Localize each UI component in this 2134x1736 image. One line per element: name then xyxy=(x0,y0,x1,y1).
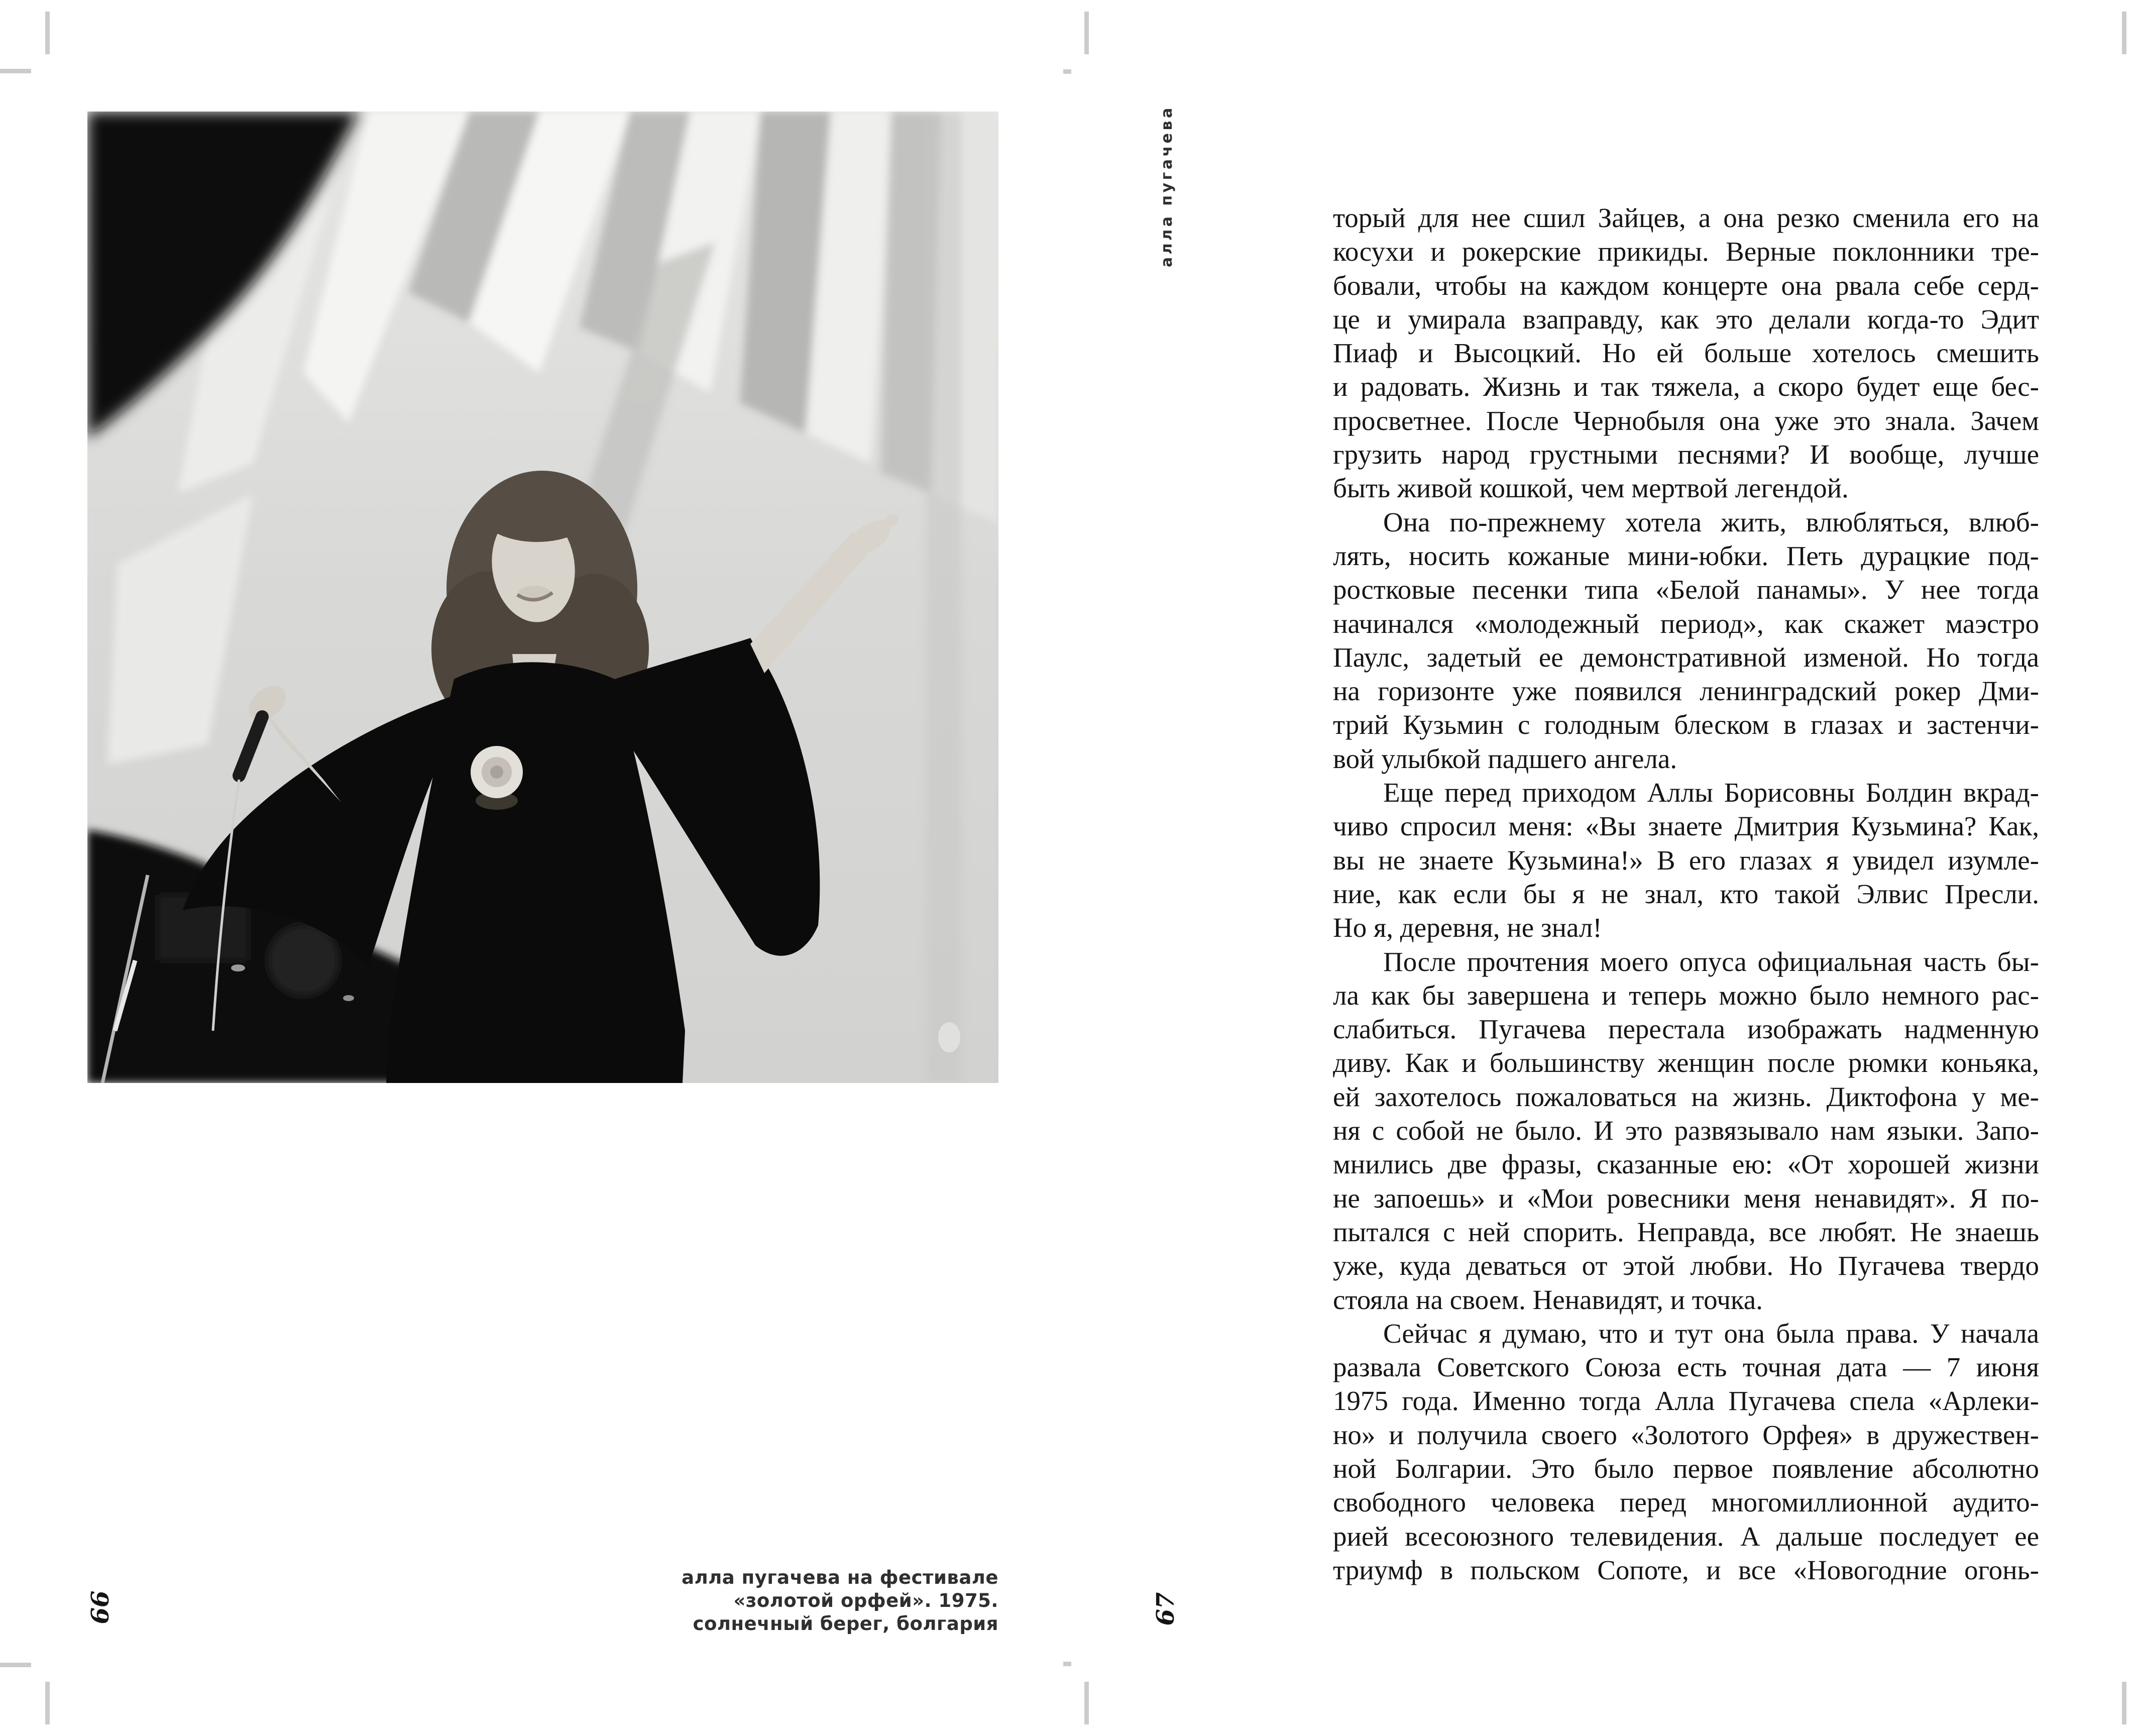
body-text-line: лять, носить кожаные мини-юбки. Петь дурацкие под- xyxy=(1333,540,2039,571)
body-text-line: Еще перед приходом Аллы Борисовны Болдин вкрад- xyxy=(1383,777,2039,808)
body-text-line: ной Болгарии. Это было первое появление абсолютно xyxy=(1333,1453,2039,1484)
body-text-line: ние, как если бы я не знал, кто такой Элвис Пресли. xyxy=(1333,878,2039,909)
body-text-line: триумф в польском Сопоте, и все «Новогодние огонь- xyxy=(1333,1554,2039,1585)
body-text-line: слабиться. Пугачева перестала изображать надменную xyxy=(1333,1014,2039,1045)
page-number-right: 67 xyxy=(1152,1592,1180,1626)
body-text-line: ла как бы завершена и теперь можно было немного рас- xyxy=(1333,980,2039,1011)
trim-mark xyxy=(1063,69,1071,74)
body-text-line: чиво спросил меня: «Вы знаете Дмитрия Кузьмина? Как, xyxy=(1333,811,2039,842)
body-text-line: пытался с ней спорить. Неправда, все любят. Не знаешь xyxy=(1333,1216,2039,1247)
body-text-line: и радовать. Жизнь и так тяжела, а скоро будет еще бес- xyxy=(1333,371,2039,402)
body-text-line: на горизонте уже появился ленинградский рокер Дми- xyxy=(1333,676,2039,707)
body-text-line: Сейчас я думаю, что и тут она была права. У начала xyxy=(1383,1318,2039,1349)
body-text-line: не запоешь» и «Мои ровесники меня ненавидят». Я по- xyxy=(1333,1182,2039,1214)
body-text-line: но» и получила своего «Золотого Орфея» в дружествен- xyxy=(1333,1419,2039,1450)
body-text-line: торый для нее сшил Зайцев, а она резко сменила его на xyxy=(1333,202,2039,233)
page-number-left: 66 xyxy=(86,1590,115,1624)
trim-mark xyxy=(0,69,31,73)
body-text-line: После прочтения моего опуса официальная часть бы- xyxy=(1383,946,2039,977)
trim-mark xyxy=(1084,12,1089,54)
trim-mark xyxy=(1084,1682,1089,1724)
body-text-line: грузить народ грустными песнями? И вообще, лучше xyxy=(1333,439,2039,470)
body-text-line: Паулс, задетый ее демонстративной изменой. Но тогда xyxy=(1333,641,2039,673)
photo-caption-line: солнечный берег, болгария xyxy=(693,1613,998,1635)
body-text-line: бовали, чтобы на каждом концерте она рвала себе серд- xyxy=(1333,270,2039,301)
body-text-line: ей захотелось пожаловаться на жизнь. Диктофона у ме- xyxy=(1333,1081,2039,1112)
photo-caption-line: алла пугачева на фестивале xyxy=(682,1567,998,1588)
body-text-line: це и умирала взаправду, как это делали когда-то Эдит xyxy=(1333,303,2039,335)
body-text-line: ростковые песенки типа «Белой панамы». У нее тогда xyxy=(1333,574,2039,605)
body-text-line: вой улыбкой падшего ангела. xyxy=(1333,743,1677,774)
performance-photo-image xyxy=(87,112,998,1083)
photo-caption xyxy=(496,1566,998,1636)
trim-mark xyxy=(45,12,50,54)
body-text xyxy=(1333,201,2039,1587)
body-text-line: Но я, деревня, не знал! xyxy=(1333,912,1602,943)
body-text-line: свободного человека перед многомиллионной аудито- xyxy=(1333,1487,2039,1518)
body-text-line: уже, куда деваться от этой любви. Но Пугачева твердо xyxy=(1333,1250,2039,1281)
trim-mark xyxy=(2122,12,2126,54)
trim-mark xyxy=(0,1663,31,1667)
photo-caption-line: «золотой орфей». 1975. xyxy=(733,1590,998,1611)
body-text-line: диву. Как и большинству женщин после рюмки коньяка, xyxy=(1333,1047,2039,1078)
running-head: алла пугачева xyxy=(1158,105,1176,267)
trim-mark xyxy=(2122,1682,2126,1724)
trim-mark xyxy=(1063,1662,1071,1666)
body-text-line: 1975 года. Именно тогда Алла Пугачева спела «Арлеки- xyxy=(1333,1385,2039,1417)
body-text-line: вы не знаете Кузьмина!» В его глазах я увидел изумле- xyxy=(1333,844,2039,876)
body-text-line: Она по-прежнему хотела жить, влюбляться, влюб- xyxy=(1383,506,2039,537)
body-text-line: быть живой кошкой, чем мертвой легендой. xyxy=(1333,473,1849,504)
performance-photo xyxy=(87,112,998,1083)
body-text-line: развала Советского Союза есть точная дата — 7 июня xyxy=(1333,1352,2039,1383)
body-text-line: рией всесоюзного телевидения. А дальше последует ее xyxy=(1333,1521,2039,1552)
body-text-line: просветнее. После Чернобыля она уже это знала. Зачем xyxy=(1333,405,2039,436)
body-text-line: начинался «молодежный период», как скажет маэстро xyxy=(1333,608,2039,639)
body-text-line: трий Кузьмин с голодным блеском в глазах и застенчи- xyxy=(1333,709,2039,740)
trim-mark xyxy=(45,1682,50,1724)
body-text-line: стояла на своем. Ненавидят, и точка. xyxy=(1333,1284,1763,1315)
body-text-line: Пиаф и Высоцкий. Но ей больше хотелось смешить xyxy=(1333,338,2039,369)
body-text-line: косухи и рокерские прикиды. Верные поклонники тре- xyxy=(1333,236,2039,267)
body-text-line: мнились две фразы, сказанные ею: «От хорошей жизни xyxy=(1333,1149,2039,1180)
body-text-line: ня с собой не было. И это развязывало нам языки. Запо- xyxy=(1333,1115,2039,1146)
